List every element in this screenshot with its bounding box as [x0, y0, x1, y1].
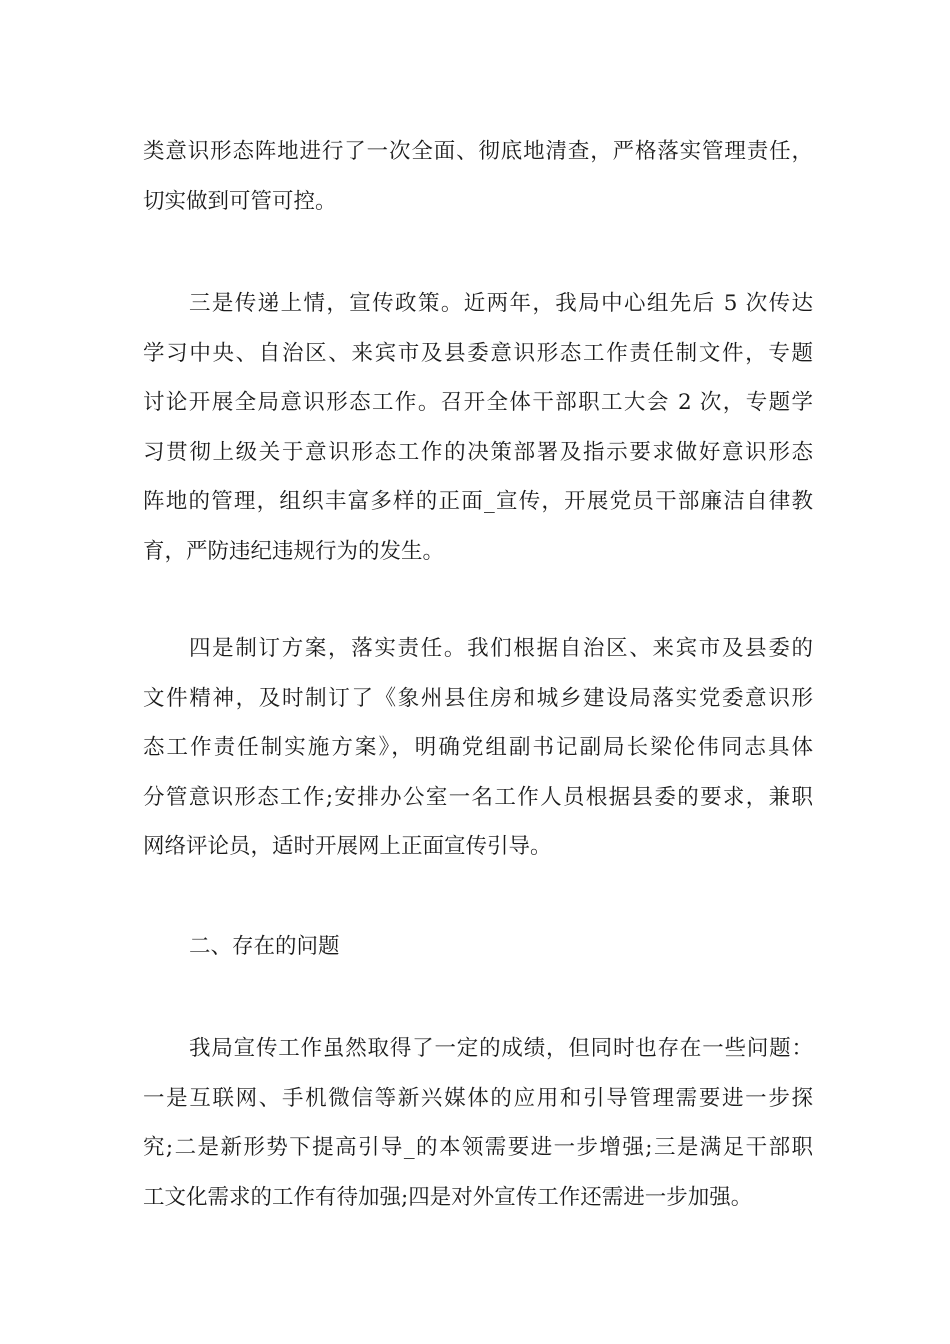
text-line: 学习中央、自治区、来宾市及县委意识形态工作责任制文件，专题	[143, 340, 813, 366]
text-line: 文件精神，及时制订了《象州县住房和城乡建设局落实党委意识形	[143, 685, 813, 711]
text-line: 分管意识形态工作;安排办公室一名工作人员根据县委的要求，兼职	[143, 784, 813, 810]
text-line: 阵地的管理，组织丰富多样的正面_宣传，开展党员干部廉洁自律教	[143, 489, 813, 514]
text-line: 切实做到可管可控。	[143, 188, 337, 214]
text-line: 三是传递上情，宣传政策。近两年，我局中心组先后 5 次传达	[189, 291, 813, 316]
section-heading-text: 二、存在的问题	[189, 934, 340, 959]
text-line: 类意识形态阵地进行了一次全面、彻底地清查，严格落实管理责任，	[143, 139, 813, 164]
text-line: 网络评论员，适时开展网上正面宣传引导。	[143, 834, 552, 859]
text-line: 习贯彻上级关于意识形态工作的决策部署及指示要求做好意识形态	[143, 439, 813, 465]
paragraph-four	[143, 624, 813, 872]
paragraph-continued	[143, 127, 813, 226]
paragraph-three	[143, 279, 813, 576]
text-line: 育，严防违纪违规行为的发生。	[143, 538, 445, 564]
section-heading	[143, 922, 813, 972]
text-line: 讨论开展全局意识形态工作。召开全体干部职工大会 2 次，专题学	[143, 390, 813, 415]
paragraph-problems	[143, 1024, 813, 1222]
text-line: 态工作责任制实施方案》，明确党组副书记副局长梁伦伟同志具体	[143, 735, 813, 760]
text-line: 究;二是新形势下提高引导_的本领需要进一步增强;三是满足干部职	[143, 1135, 813, 1160]
text-line: 我局宣传工作虽然取得了一定的成绩，但同时也存在一些问题：	[189, 1036, 813, 1061]
text-line: 工文化需求的工作有待加强;四是对外宣传工作还需进一步加强。	[143, 1184, 753, 1210]
text-line: 四是制订方案，落实责任。我们根据自治区、来宾市及县委的	[189, 636, 813, 661]
text-line: 一是互联网、手机微信等新兴媒体的应用和引导管理需要进一步探	[143, 1085, 813, 1111]
